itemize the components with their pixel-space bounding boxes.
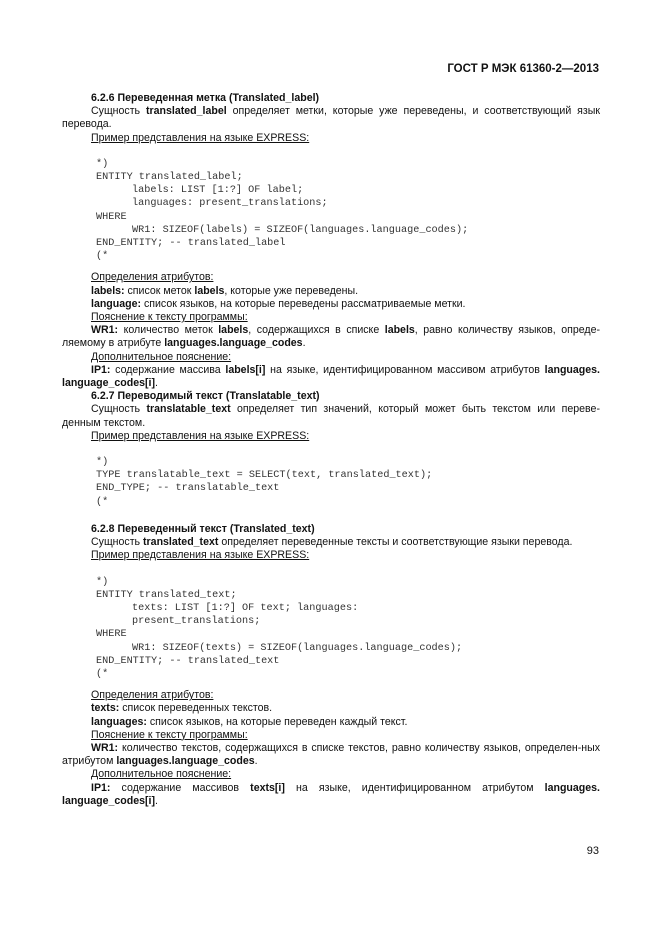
example-title: Пример представления на языке EXPRESS:: [91, 429, 310, 442]
program-explanation-title: Пояснение к тексту программы:: [91, 728, 248, 741]
page-content: [62, 92, 600, 808]
code-line: WR1: SIZEOF(labels) = SIZEOF(languages.language_codes);: [132, 224, 469, 236]
attribute-languages: languages: список языков, на которые переведен каждый текст.: [91, 715, 408, 728]
rule-wr1: WR1: количество меток labels, содержащихся в списке labels, равно количеству языков, опреде-ляемому в атрибуте languages.language_codes.: [62, 324, 600, 350]
code-line: (*: [96, 668, 109, 680]
code-line: ENTITY translated_label;: [96, 172, 243, 184]
attributes-title: Определения атрибутов:: [91, 689, 214, 702]
rule-wr1: WR1: количество текстов, содержащихся в списке текстов, равно количеству языков, определен-ных атрибутом languages.language_codes.: [62, 741, 600, 768]
example-title: Пример представления на языке EXPRESS:: [91, 549, 310, 562]
program-explanation-title: Пояснение к тексту программы:: [91, 311, 248, 324]
code-line: *): [96, 457, 109, 469]
attribute-texts: texts: список переведенных текстов.: [91, 702, 273, 715]
rule-ip1: IP1: содержание массива labels[i] на языке, идентифицированном массивом атрибутов languages. language_codes[i].: [62, 363, 600, 390]
code-line: ENTITY translated_text;: [96, 589, 237, 601]
additional-explanation-title: Дополнительное пояснение:: [91, 768, 232, 781]
code-line: END_ENTITY; -- translated_label: [96, 238, 286, 250]
section-heading-6-2-7: 6.2.7 Переводимый текст (Translatable_text): [91, 390, 320, 403]
paragraph-translated-label-intro: Сущность translated_label определяет метки, которые уже переведены, и соответствующий язык перевода.: [62, 105, 600, 131]
code-line: languages: present_translations;: [132, 198, 328, 210]
example-title: Пример представления на языке EXPRESS:: [91, 131, 310, 144]
code-line: *): [96, 576, 109, 588]
code-line: labels: LIST [1:?] OF label;: [132, 185, 304, 197]
paragraph-translatable-text-intro: Сущность translatable_text определяет тип значений, который может быть текстом или переве-денным текстом.: [62, 403, 600, 429]
attribute-language: language: список языков, на которые переведены рассматриваемые метки.: [91, 297, 466, 310]
code-line: END_ENTITY; -- translated_text: [96, 655, 280, 667]
section-heading-6-2-8: 6.2.8 Переведенный текст (Translated_text): [91, 522, 315, 535]
rule-ip1: IP1: содержание массивов texts[i] на языке, идентифицированном атрибутом languages. language_codes[i].: [62, 781, 600, 807]
code-line: END_TYPE; -- translatable_text: [96, 483, 280, 495]
code-line: WR1: SIZEOF(texts) = SIZEOF(languages.language_codes);: [132, 642, 463, 654]
code-line: *): [96, 158, 109, 170]
code-line: texts: LIST [1:?] OF text; languages:: [132, 602, 359, 614]
attribute-labels: labels: список меток labels, которые уже переведены.: [91, 284, 359, 297]
document-id-header: ГОСТ Р МЭК 61360-2—2013: [447, 63, 599, 75]
section-heading-6-2-6: 6.2.6 Переведенная метка (Translated_label): [91, 92, 320, 104]
page-number: 93: [586, 845, 599, 857]
code-line: WHERE: [96, 629, 127, 641]
code-line: (*: [96, 496, 109, 508]
attributes-title: Определения атрибутов:: [91, 271, 214, 284]
code-line: TYPE translatable_text = SELECT(text, translated_text);: [96, 470, 433, 482]
paragraph-translated-text-intro: Сущность translated_text определяет переведенные тексты и соответствующие языки перевода.: [91, 536, 573, 549]
code-line: present_translations;: [132, 616, 261, 628]
code-line: WHERE: [96, 211, 127, 223]
additional-explanation-title: Дополнительное пояснение:: [91, 350, 232, 363]
code-line: (*: [96, 251, 109, 263]
